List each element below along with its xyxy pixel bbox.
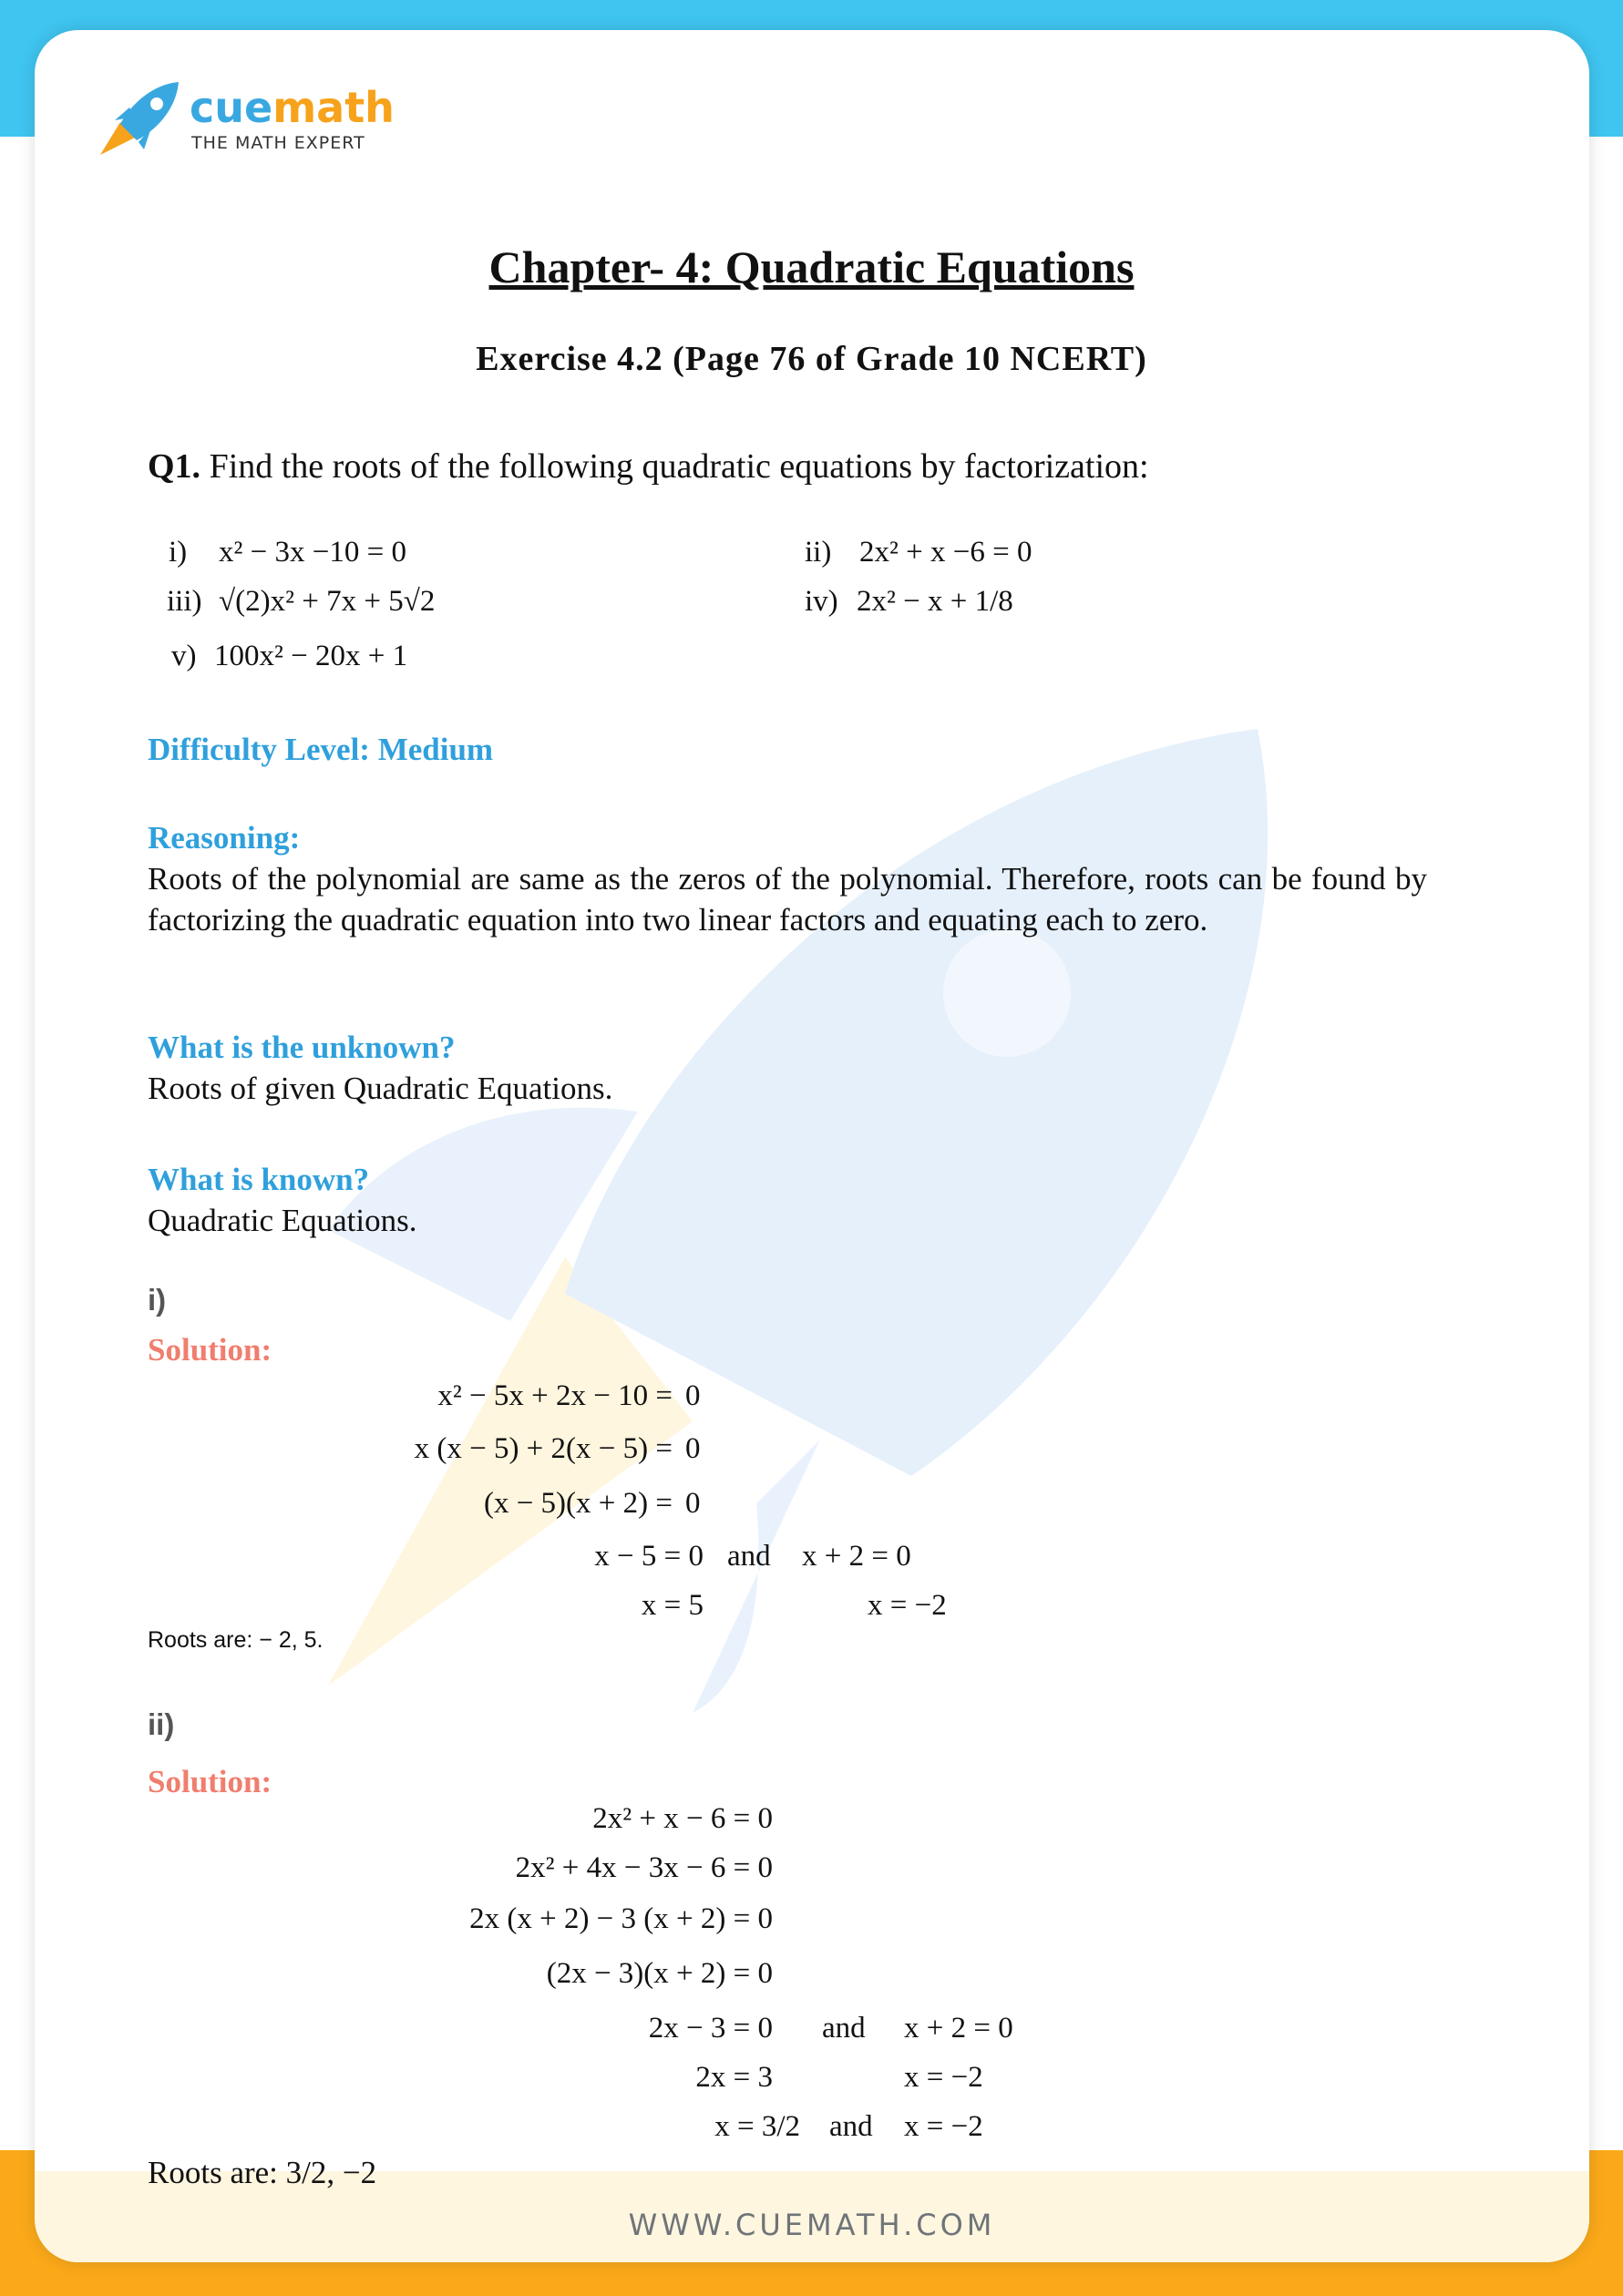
solution-i-heading: Solution:: [148, 1332, 272, 1368]
sol1-roots: Roots are: − 2, 5.: [148, 1627, 324, 1653]
part-ii-label: ii): [805, 536, 832, 569]
part-iii-equation: √(2)x² + 7x + 5√2: [219, 585, 436, 618]
sol2-line-5-and: and: [822, 2012, 866, 2045]
sol2-line-7: x = 3/2: [714, 2110, 800, 2143]
reasoning-text: Roots of the polynomial are same as the zeros of the polynomial. Therefore, roots can be found by factorizing the quadratic equation into two linear factors and equating each to zero.: [148, 861, 1427, 938]
part-i-equation: x² − 3x −10 = 0: [219, 536, 406, 569]
sol1-line-5: x = 5: [641, 1589, 704, 1622]
known-text: Quadratic Equations.: [148, 1203, 417, 1238]
sol2-line-6-rhs: x = −2: [904, 2061, 983, 2094]
part-iv-label: iv): [805, 585, 838, 618]
part-v-equation: 100x² − 20x + 1: [214, 640, 408, 672]
solution-ii-heading: Solution:: [148, 1764, 272, 1799]
logo-tagline: THE MATH EXPERT: [191, 133, 365, 153]
sol1-line-1: x² − 5x + 2x − 10 =: [437, 1379, 673, 1412]
sol1-line-4-rhs: x + 2 = 0: [802, 1540, 911, 1573]
solution-ii-label: ii): [148, 1707, 175, 1741]
sol1-line-1-rhs: 0: [685, 1379, 701, 1412]
question-line: [148, 446, 1149, 487]
sol1-line-2: x (x − 5) + 2(x − 5) =: [414, 1432, 673, 1465]
sol2-line-2: 2x² + 4x − 3x − 6 = 0: [515, 1851, 773, 1884]
known-heading: What is known?: [148, 1162, 370, 1197]
question-text: Find the roots of the following quadratic equations by factorization:: [209, 447, 1149, 486]
sol2-line-4: (2x − 3)(x + 2) = 0: [546, 1957, 773, 1990]
page-title: Chapter- 4: Quadratic Equations: [488, 241, 1135, 292]
part-iv-equation: 2x² − x + 1/8: [857, 585, 1013, 618]
sol1-line-5-rhs: x = −2: [868, 1589, 947, 1622]
sol1-line-3: (x − 5)(x + 2) =: [483, 1487, 673, 1520]
logo-wordmark: cuemath: [190, 83, 395, 132]
rocket-logo-icon: [93, 77, 180, 160]
sol1-line-3-rhs: 0: [685, 1487, 701, 1520]
unknown-text: Roots of given Quadratic Equations.: [148, 1071, 613, 1106]
sol2-line-5: 2x − 3 = 0: [648, 2012, 773, 2045]
sol1-line-4: x − 5 = 0: [594, 1540, 704, 1573]
reasoning-heading: Reasoning:: [148, 820, 301, 856]
sol2-roots: Roots are: 3/2, −2: [148, 2155, 377, 2190]
sol2-line-5-rhs: x + 2 = 0: [904, 2012, 1013, 2045]
sol1-line-2-rhs: 0: [685, 1432, 701, 1465]
sol2-line-1: 2x² + x − 6 = 0: [592, 1802, 773, 1835]
question-number: Q1.: [148, 447, 201, 486]
part-ii-equation: 2x² + x −6 = 0: [859, 536, 1032, 569]
exercise-subtitle: Exercise 4.2 (Page 76 of Grade 10 NCERT): [476, 340, 1147, 378]
sol2-line-3: 2x (x + 2) − 3 (x + 2) = 0: [469, 1902, 773, 1935]
part-v-label: v): [171, 640, 197, 672]
footer-url[interactable]: WWW.CUEMATH.COM: [628, 2208, 996, 2242]
sol2-line-6: 2x = 3: [695, 2061, 773, 2094]
difficulty-level: Difficulty Level: Medium: [148, 732, 494, 767]
sol1-line-4-and: and: [727, 1540, 771, 1573]
sol2-line-7-and: and: [829, 2110, 873, 2143]
part-iii-label: iii): [167, 585, 202, 618]
part-i-label: i): [169, 536, 188, 569]
sol2-line-7-rhs: x = −2: [904, 2110, 983, 2143]
solution-i-label: i): [148, 1283, 167, 1317]
unknown-heading: What is the unknown?: [148, 1030, 456, 1065]
